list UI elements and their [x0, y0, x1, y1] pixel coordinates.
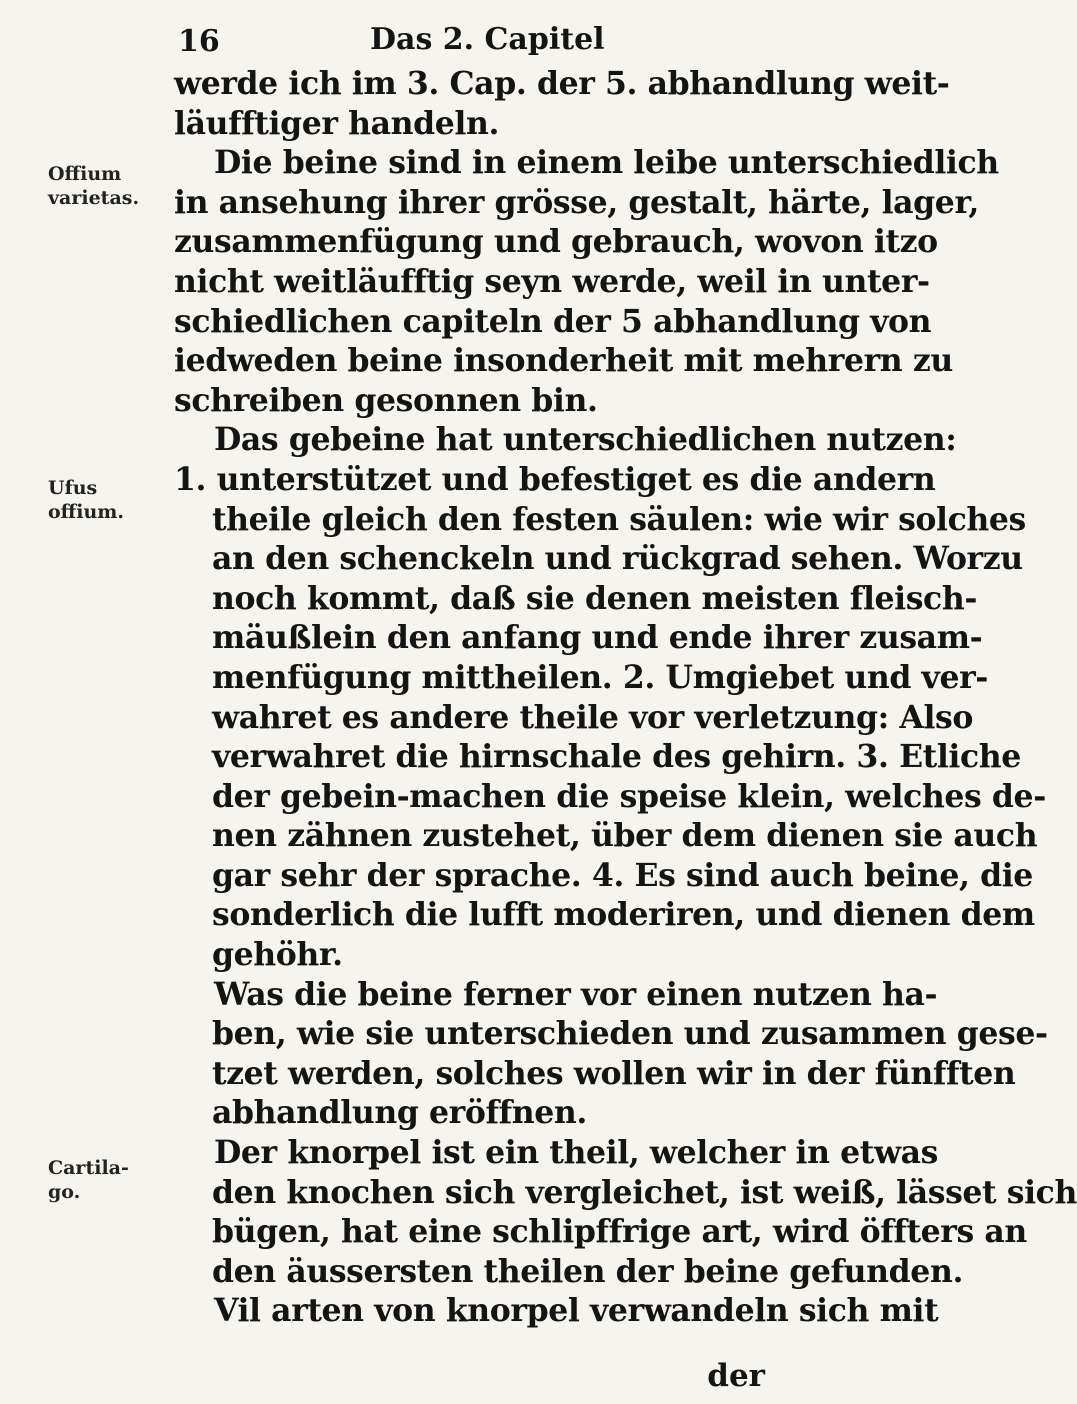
text-line: in ansehung ihrer grösse, gestalt, härte, lager, — [174, 183, 979, 221]
text-line: werde ich im 3. Cap. der 5. abhandlung weit- — [174, 65, 950, 102]
text-line: läufftiger handeln. — [174, 104, 500, 142]
text-line: zusammenfügung und gebrauch, wovon itzo — [174, 223, 938, 261]
text-line: gar sehr der sprache. 4. Es sind auch beine, die — [212, 856, 1033, 894]
text-line: schreiben gesonnen bin. — [174, 381, 598, 419]
text-line: iedweden beine insonderheit mit mehrern zu — [174, 342, 953, 380]
text-line: bügen, hat eine schlipffrige art, wird öffters an — [212, 1213, 1027, 1251]
text-line: noch kommt, daß sie denen meisten fleisch- — [212, 579, 978, 617]
text-line: Vil arten von knorpel verwandeln sich mit — [214, 1292, 939, 1330]
body-text — [174, 64, 1077, 1331]
text-line: nicht weitläufftig seyn werde, weil in unter- — [174, 262, 930, 300]
margin-note-cartilago: Cartila-go. — [48, 1157, 129, 1203]
text-line: Die beine sind in einem leibe unterschiedlich — [214, 144, 999, 182]
text-line: den äussersten theilen der beine gefunden. — [212, 1252, 964, 1290]
chapter-title: Das 2. Capitel — [370, 22, 605, 57]
text-line: gehöhr. — [212, 936, 343, 974]
text-line: abhandlung eröffnen. — [212, 1094, 587, 1132]
text-line: an den schenckeln und rückgrad sehen. Worzu — [212, 540, 1023, 578]
text-line: sonderlich die lufft moderiren, und dienen dem — [212, 896, 1035, 934]
text-line: theile gleich den festen säulen: wie wir solches — [212, 500, 1026, 538]
text-line: Was die beine ferner vor einen nutzen ha- — [214, 975, 938, 1013]
margin-note-usus-offium: Ufus offium. — [48, 477, 125, 523]
text-line: tzet werden, solches wollen wir in der fünfften — [212, 1054, 1016, 1092]
text-line: mäußlein den anfang und ende ihrer zusam- — [212, 619, 983, 657]
margin-note-offium-varietas: Offium varietas. — [48, 163, 140, 209]
text-line: wahret es andere theile vor verletzung: Also — [212, 698, 973, 736]
text-line: ben, wie sie unterschieden und zusammen gese- — [212, 1015, 1048, 1053]
page-header — [0, 16, 801, 66]
text-line: 1. unterstützet und befestiget es die andern — [174, 460, 936, 498]
text-line: Der knorpel ist ein theil, welcher in etwas — [214, 1134, 939, 1172]
text-line: schiedlichen capiteln der 5 abhandlung von — [174, 302, 932, 340]
text-line: verwahret die hirnschale des gehirn. 3. Etliche — [212, 738, 1021, 776]
text-line: der gebein-machen die speise klein, welches de- — [212, 777, 1046, 815]
text-line: den knochen sich vergleichet, ist weiß, lässet sich — [212, 1173, 1077, 1211]
text-line: nen zähnen zustehet, über dem dienen sie auch — [212, 817, 1038, 855]
page-number: 16 — [178, 24, 220, 59]
catchword: der — [707, 1358, 765, 1394]
text-line: Das gebeine hat unterschiedlichen nutzen: — [214, 421, 957, 459]
text-line: menfügung mittheilen. 2. Umgiebet und ver- — [212, 658, 988, 696]
